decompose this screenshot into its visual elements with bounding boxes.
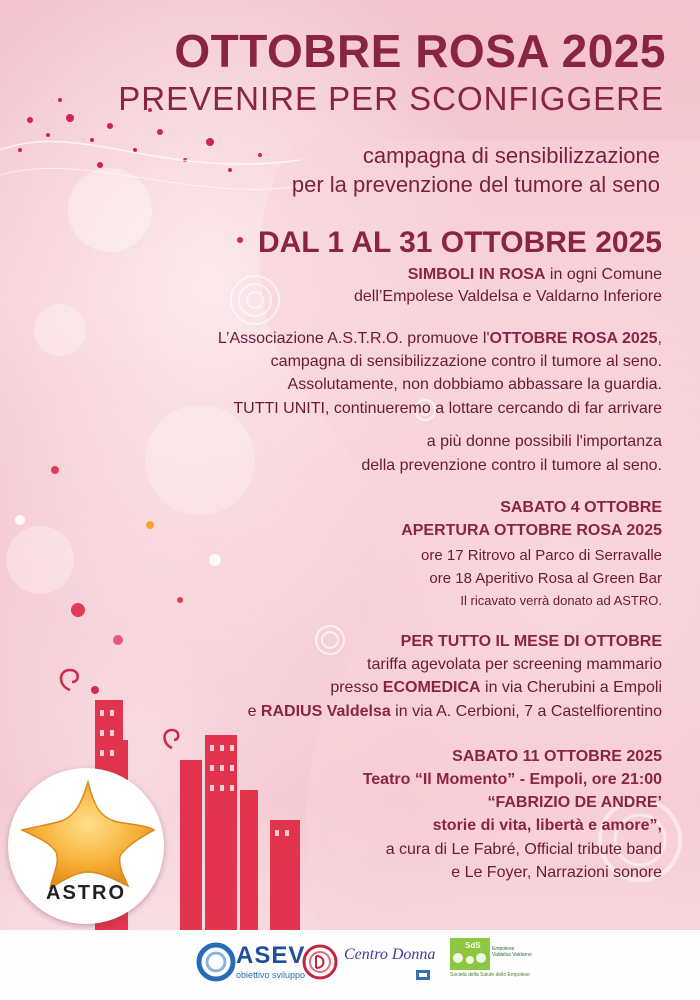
association-line-6: della prevenzione contro il tumore al seno. [361,457,662,474]
intro-line-1: campagna di sensibilizzazione [362,143,660,168]
event1-date: SABATO 4 OTTOBRE [500,499,662,516]
symbols-bold: SIMBOLI IN ROSA [407,266,546,283]
event3-venue: Teatro “Il Momento” - Empoli, ore 21:00 [362,771,662,788]
event2-line-3 [248,703,662,721]
astro-logo [8,768,164,924]
event2-line-2-end: in via Cherubini a Empoli [480,679,662,696]
event1-title: APERTURA OTTOBRE ROSA 2025 [401,522,662,539]
event3-show-subtitle: storie di vita, libertà e amore”, [432,817,662,834]
event2-line-2 [330,679,662,697]
event2-title: PER TUTTO IL MESE DI OTTOBRE [400,633,662,650]
association-line-3: Assolutamente, non dobbiamo abbassare la guardia. [287,376,662,393]
association-line-4-rest: , continueremo a lottare cercando di far arrivare [324,400,662,417]
sds-logo [450,938,530,990]
centro-donna-badge-icon [416,970,430,980]
association-line-4 [233,400,662,418]
association-line-1-end: , [657,330,662,347]
event3-line-1: a cura di Le Fabré, Official tribute band [385,841,662,858]
centro-donna-icon [300,940,340,984]
event1-line-1: ore 17 Ritrovo al Parco di Serravalle [421,547,662,564]
sds-description: Empolese Valdelsa Valdarno [492,946,532,958]
event2-line-3-start: e [247,703,261,720]
event1-line-3: Il ricavato verrà donato ad ASTRO. [460,593,662,608]
sds-footer-text: Società della Salute dello Empolese [450,972,530,978]
association-line-2: campagna di sensibilizzazione contro il tumore al seno. [270,353,662,370]
event3-show-title: “FABRIZIO DE ANDRE’ [487,794,662,811]
centro-donna-logo [300,938,440,990]
event2-line-2-bold: ECOMEDICA [382,679,481,696]
association-line-4-bold: TUTTI UNITI [233,400,325,417]
intro-line-2: per la prevenzione del tumore al seno [291,172,660,197]
asev-name: ASEV [236,942,306,969]
asev-tagline: obiettivo sviluppo [236,970,306,980]
association-line-5: a più donne possibili l'importanza [426,433,662,450]
asev-icon [196,940,236,984]
event2-line-1: tariffa agevolata per screening mammario [367,656,662,673]
event2-line-3-end: in via A. Cerbioni, 7 a Castelfiorentino [390,703,662,720]
event1-line-2: ore 18 Aperitivo Rosa al Green Bar [429,570,662,587]
page-title: OTTOBRE ROSA 2025 [174,25,666,77]
page-subtitle: PREVENIRE PER SCONFIGGERE [118,80,664,117]
event2-line-2-start: presso [330,679,383,696]
association-line-1-start: L’Associazione A.S.T.R.O. promuove l' [217,330,490,347]
symbols-line-2: dell’Empolese Valdelsa e Valdarno Inferiore [353,288,662,305]
symbols-rest: in ogni Comune [545,266,662,283]
event3-line-2: e Le Foyer, Narrazioni sonore [451,864,662,881]
sponsor-footer [0,930,700,1000]
astro-logo-text: ASTRO [46,882,126,904]
campaign-dates: DAL 1 AL 31 OTTOBRE 2025 [257,226,662,259]
association-line-1 [218,330,662,348]
event3-date: SABATO 11 OTTOBRE 2025 [452,748,662,765]
centro-donna-name: Centro Donna [344,946,436,963]
sds-name: SdS [465,941,481,950]
event2-line-3-bold: RADIUS Valdelsa [260,703,391,720]
asev-logo [196,938,316,990]
association-line-1-bold: OTTOBRE ROSA 2025 [489,330,658,347]
symbols-line-1 [408,266,662,284]
